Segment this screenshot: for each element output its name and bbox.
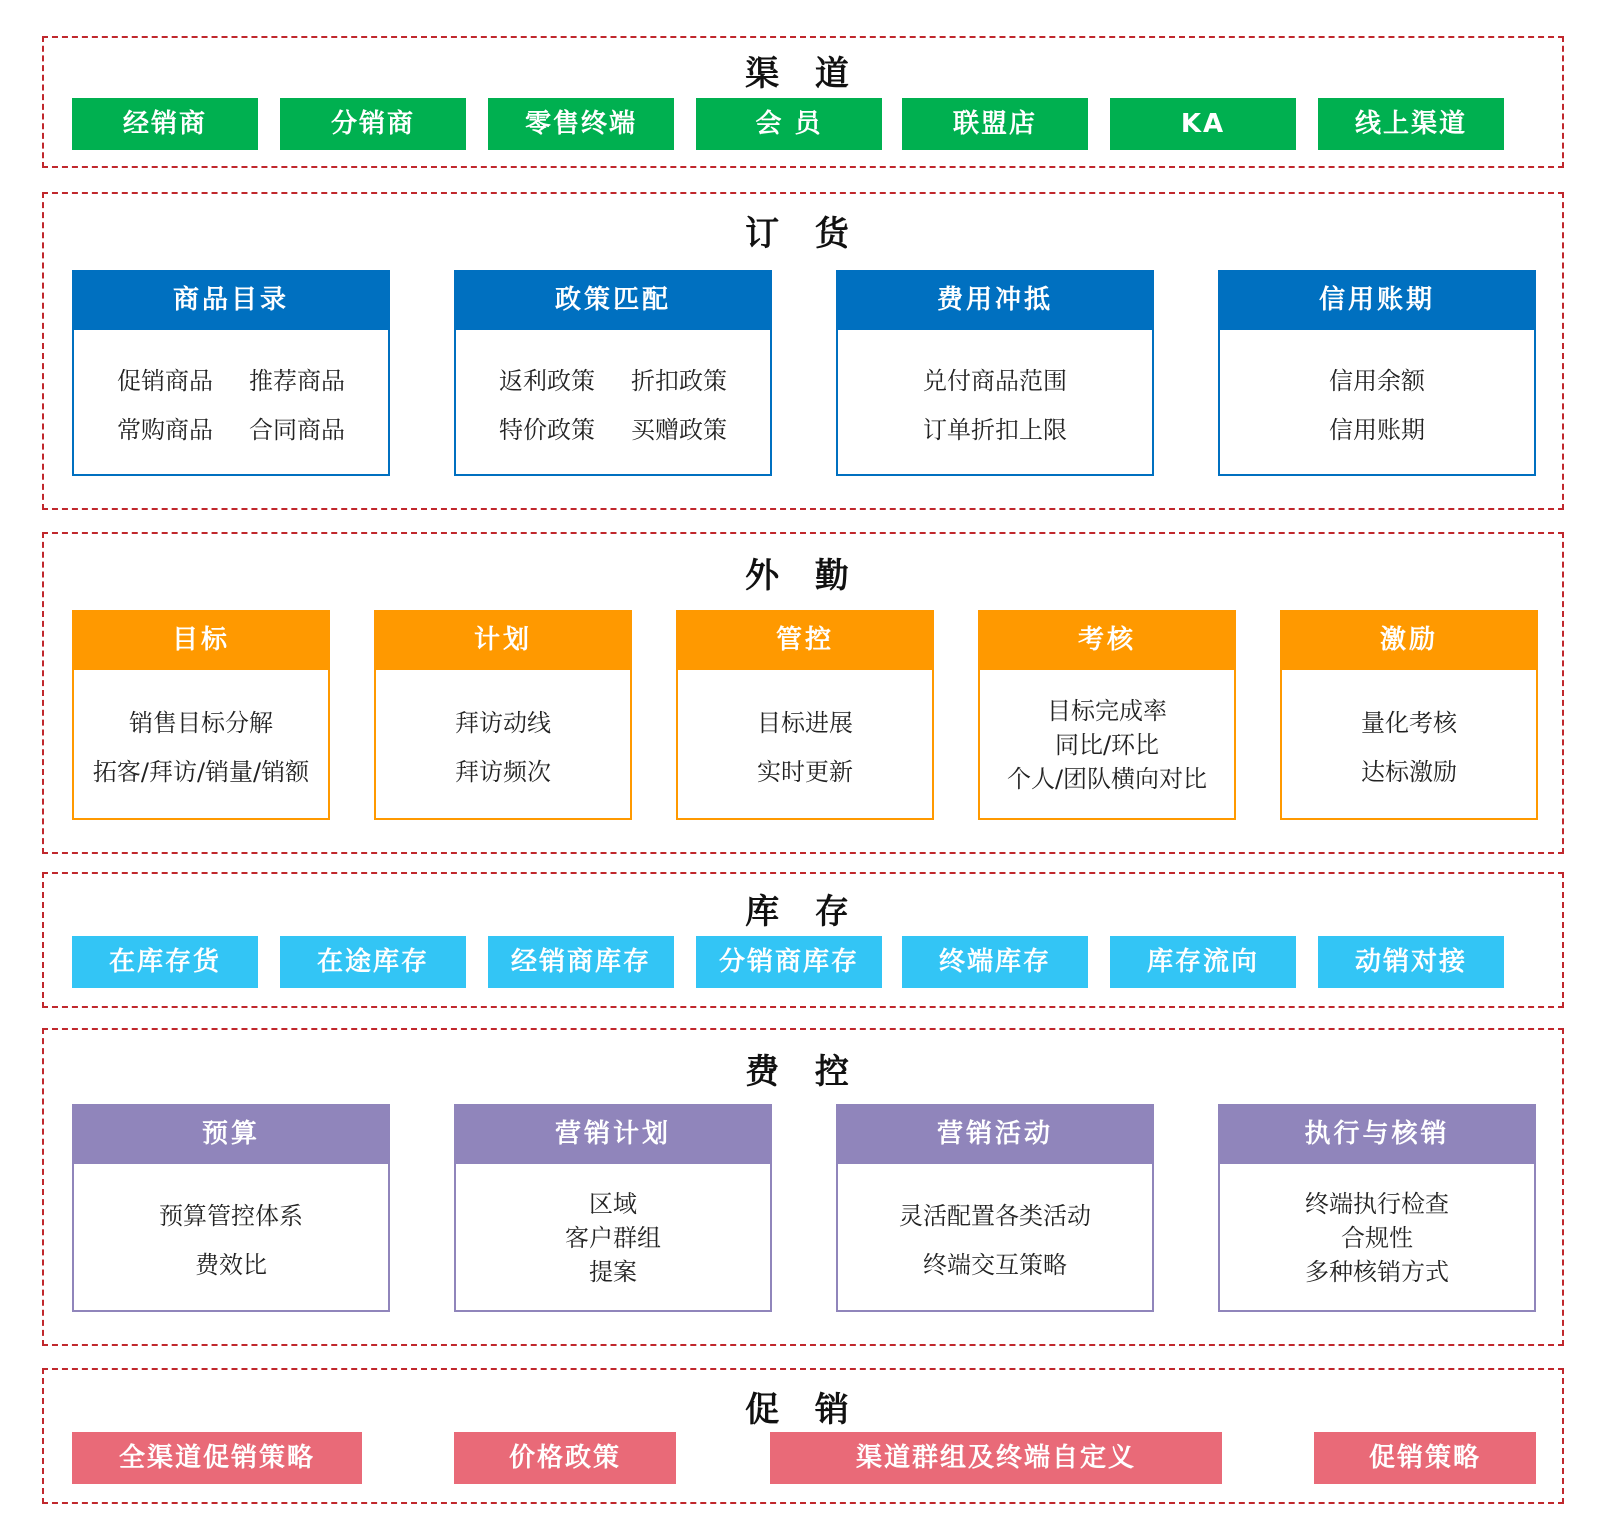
card-item: 多种核销方式: [1305, 1258, 1449, 1286]
inventory-item-distributor: 分销商库存: [696, 936, 882, 988]
card-item: 订单折扣上限: [923, 416, 1067, 444]
card-item: 同比/环比: [1054, 731, 1160, 759]
promotion-item-price-policy: 价格政策: [454, 1432, 676, 1484]
card-item: 常购商品: [117, 416, 213, 444]
card-item: 灵活配置各类活动: [899, 1202, 1091, 1230]
channel-title: 渠 道: [745, 54, 861, 94]
card-item: 特价政策: [499, 416, 595, 444]
field-card-target: [72, 610, 330, 820]
ordering-card-expense-offset: [836, 270, 1154, 476]
card-body: [980, 672, 1234, 818]
card-item: 终端执行检查: [1305, 1190, 1449, 1218]
card-body: [456, 332, 770, 474]
card-item: 返利政策: [499, 367, 595, 395]
channel-item-dealer: 经销商: [72, 98, 258, 150]
channel-item-alliance-store: 联盟店: [902, 98, 1088, 150]
promotion-title: 促 销: [745, 1390, 861, 1430]
inventory-item-in-transit: 在途库存: [280, 936, 466, 988]
card-item: 目标完成率: [1047, 697, 1167, 725]
inventory-item-dealer: 经销商库存: [488, 936, 674, 988]
card-body: [838, 332, 1152, 474]
inventory-section: [42, 872, 1564, 1008]
card-item: 信用余额: [1329, 367, 1425, 395]
card-header: 信用账期: [1218, 270, 1536, 330]
card-item: 买赠政策: [631, 416, 727, 444]
card-item: 量化考核: [1361, 709, 1457, 737]
card-item: 区域: [589, 1190, 637, 1218]
promotion-item-strategy: 促销策略: [1314, 1432, 1536, 1484]
card-item: 合规性: [1341, 1224, 1413, 1252]
field-card-control: [676, 610, 934, 820]
channel-item-distributor: 分销商: [280, 98, 466, 150]
inventory-item-in-stock: 在库存货: [72, 936, 258, 988]
field-card-plan: [374, 610, 632, 820]
card-item: 预算管控体系: [159, 1202, 303, 1230]
card-item: 费效比: [195, 1251, 267, 1279]
card-header: 商品目录: [72, 270, 390, 330]
card-item: 个人/团队横向对比: [1006, 765, 1208, 793]
card-header: 目标: [72, 610, 330, 670]
ordering-title: 订 货: [745, 214, 861, 254]
inventory-item-flow: 库存流向: [1110, 936, 1296, 988]
card-header: 营销计划: [454, 1104, 772, 1164]
field-card-incentive: [1280, 610, 1538, 820]
card-item: 达标激励: [1361, 758, 1457, 786]
channel-item-member: 会 员: [696, 98, 882, 150]
ordering-card-credit: [1218, 270, 1536, 476]
field-title: 外 勤: [745, 556, 861, 596]
channel-item-retail-terminal: 零售终端: [488, 98, 674, 150]
expense-card-marketing-activity: [836, 1104, 1154, 1312]
card-body: [678, 672, 932, 818]
card-body: [74, 672, 328, 818]
card-header: 计划: [374, 610, 632, 670]
ordering-card-catalog: [72, 270, 390, 476]
card-item: 提案: [589, 1258, 637, 1286]
card-item: 拓客/拜访/销量/销额: [92, 758, 310, 786]
card-body: [1220, 1166, 1534, 1310]
card-body: [1282, 672, 1536, 818]
card-header: 管控: [676, 610, 934, 670]
card-header: 预算: [72, 1104, 390, 1164]
card-item: 合同商品: [249, 416, 345, 444]
card-item: 拜访动线: [455, 709, 551, 737]
inventory-item-sell-through: 动销对接: [1318, 936, 1504, 988]
card-item: 兑付商品范围: [923, 367, 1067, 395]
card-header: 费用冲抵: [836, 270, 1154, 330]
expense-card-execution: [1218, 1104, 1536, 1312]
card-header: 执行与核销: [1218, 1104, 1536, 1164]
expense-card-marketing-plan: [454, 1104, 772, 1312]
field-card-assessment: [978, 610, 1236, 820]
card-header: 营销活动: [836, 1104, 1154, 1164]
card-body: [456, 1166, 770, 1310]
promotion-item-channel-group: 渠道群组及终端自定义: [770, 1432, 1222, 1484]
card-header: 考核: [978, 610, 1236, 670]
card-item: 拜访频次: [455, 758, 551, 786]
inventory-item-terminal: 终端库存: [902, 936, 1088, 988]
channel-item-online: 线上渠道: [1318, 98, 1504, 150]
ordering-card-policy: [454, 270, 772, 476]
card-header: 政策匹配: [454, 270, 772, 330]
card-item: 折扣政策: [631, 367, 727, 395]
card-header: 激励: [1280, 610, 1538, 670]
card-body: [838, 1166, 1152, 1310]
card-item: 推荐商品: [249, 367, 345, 395]
card-item: 实时更新: [757, 758, 853, 786]
promotion-item-omnichannel: 全渠道促销策略: [72, 1432, 362, 1484]
expense-section: [42, 1028, 1564, 1346]
expense-card-budget: [72, 1104, 390, 1312]
card-item: 目标进展: [757, 709, 853, 737]
card-item: 客户群组: [565, 1224, 661, 1252]
card-item: 促销商品: [117, 367, 213, 395]
channel-item-ka: KA: [1110, 98, 1296, 150]
card-item: 销售目标分解: [129, 709, 273, 737]
field-section: [42, 532, 1564, 854]
card-body: [74, 332, 388, 474]
ordering-section: [42, 192, 1564, 510]
card-body: [74, 1166, 388, 1310]
card-item: 信用账期: [1329, 416, 1425, 444]
card-body: [376, 672, 630, 818]
card-body: [1220, 332, 1534, 474]
channel-section: [42, 36, 1564, 168]
promotion-section: [42, 1368, 1564, 1504]
card-item: 终端交互策略: [923, 1251, 1067, 1279]
expense-title: 费 控: [745, 1052, 861, 1092]
inventory-title: 库 存: [745, 892, 861, 932]
